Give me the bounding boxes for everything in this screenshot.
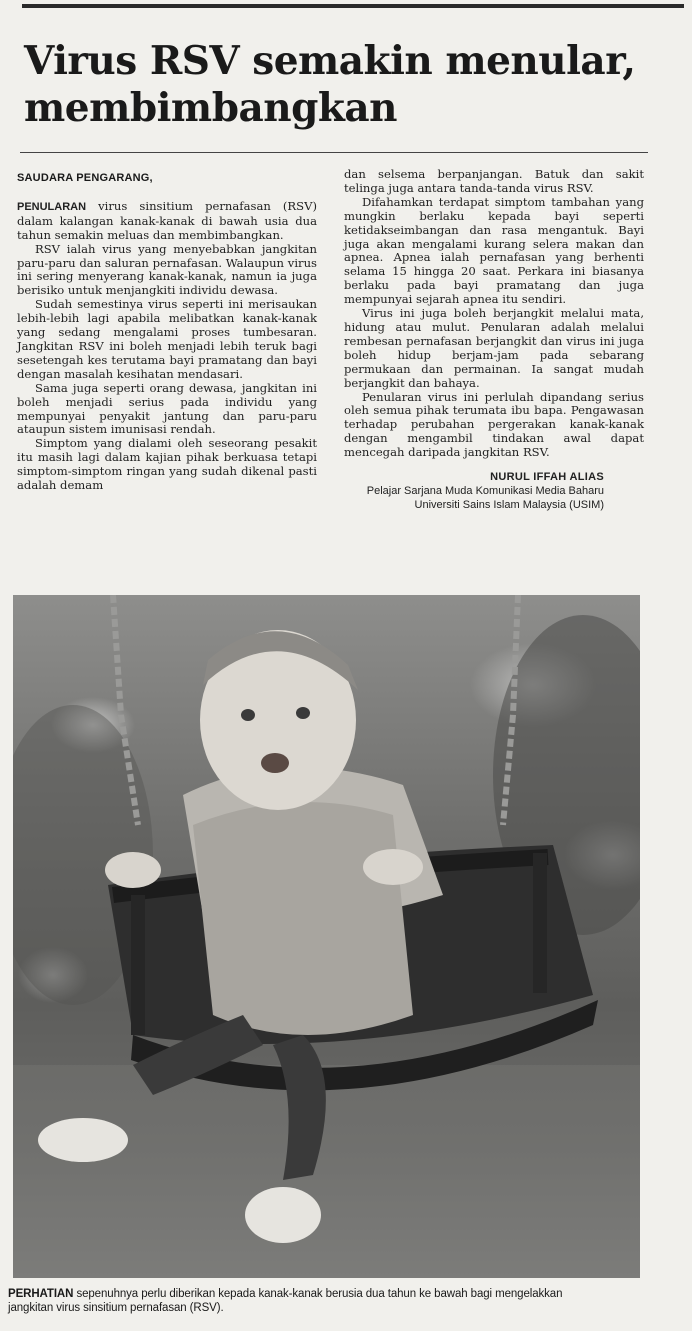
headline: Virus RSV semakin menular, membimbangkan xyxy=(24,38,636,131)
paragraph: Simptom yang dialami oleh seseorang pesakit itu masih lagi dalam kajian pihak berkuasa tetapi simptom-simptom ringan yang sudah dikenal pasti adalah demam xyxy=(17,436,317,493)
paragraph xyxy=(17,200,317,243)
paragraph: Difahamkan terdapat simptom tambahan yang mungkin berlaku kepada bayi seperti ketidakseimbangan dan rasa mengantuk. Bayi juga akan mengalami kurang selera makan dan apnea. Apnea ialah pernafasan yang berhenti selama 15 hingga 20 saat. Perkara ini biasanya berlaku pada bayi pramatang dan juga mempunyai sejarah apnea itu sendiri. xyxy=(344,194,644,307)
top-rule xyxy=(22,4,684,8)
paragraph: Sudah semestinya virus seperti ini merisaukan lebih-lebih lagi apabila melibatkan kanak-kanak yang sedang mengalami proses tumbesaran. Jangkitan RSV ini boleh menjadi lebih teruk bagi sesetengah kes terutama bayi pramatang dan bayi dengan masalah kesihatan mendasari. xyxy=(17,297,317,381)
paragraph: Virus ini juga boleh berjangkit melalui mata, hidung atau mulut. Penularan adalah melalui rembesan pernafasan berjangkit dan virus ini juga boleh hidup berjam-jam pada sebarang permukaan dan permainan. Ia sangat mudah berjangkit dan bahaya. xyxy=(344,306,644,390)
article-photo xyxy=(13,595,640,1278)
baby-swing-illustration xyxy=(13,595,640,1278)
paragraph-text: virus sinsitium pernafasan (RSV) dalam kalangan kanak-kanak di bawah usia dua tahun semakin meluas dan membimbangkan. xyxy=(17,198,317,242)
author-signature xyxy=(344,470,644,512)
caption-lead: PERHATIAN xyxy=(8,1288,74,1300)
paragraph: dan selsema berpanjangan. Batuk dan sakit telinga juga antara tanda-tanda virus RSV. xyxy=(344,167,644,195)
author-title: Pelajar Sarjana Muda Komunikasi Media Baharu xyxy=(366,485,604,498)
headline-rule xyxy=(20,152,648,153)
kicker: SAUDARA PENGARANG, xyxy=(17,172,153,184)
paragraph: Penularan virus ini perlulah dipandang serius oleh semua pihak terumata ibu bapa. Pengawasan terhadap perubahan pergerakan kanak-kanak dengan mengambil tindakan awal dapat mencegah daripada jangkitan RSV. xyxy=(344,389,644,460)
lead-word: PENULARAN xyxy=(17,200,87,213)
author-affiliation: Universiti Sains Islam Malaysia (USIM) xyxy=(414,499,604,512)
caption-text: sepenuhnya perlu diberikan kepada kanak-kanak berusia dua tahun ke bawah bagi mengelakkan jangkitan virus sinsitium pernafasan (RSV). xyxy=(8,1288,563,1314)
article-column-right xyxy=(344,168,644,512)
paragraph: Sama juga seperti orang dewasa, jangkitan ini boleh menjadi serius pada individu yang mempunyai penyakit jantung dan paru-paru ataupun sistem imunisasi rendah. xyxy=(17,380,317,437)
paragraph: RSV ialah virus yang menyebabkan jangkitan paru-paru dan saluran pernafasan. Walaupun virus ini sering menyerang kanak-kanak, namun ia juga berisiko untuk menjangkiti individu dewasa. xyxy=(17,241,317,298)
author-name: NURUL IFFAH ALIAS xyxy=(490,471,604,484)
article-column-left xyxy=(17,172,317,493)
photo-caption xyxy=(8,1287,608,1315)
